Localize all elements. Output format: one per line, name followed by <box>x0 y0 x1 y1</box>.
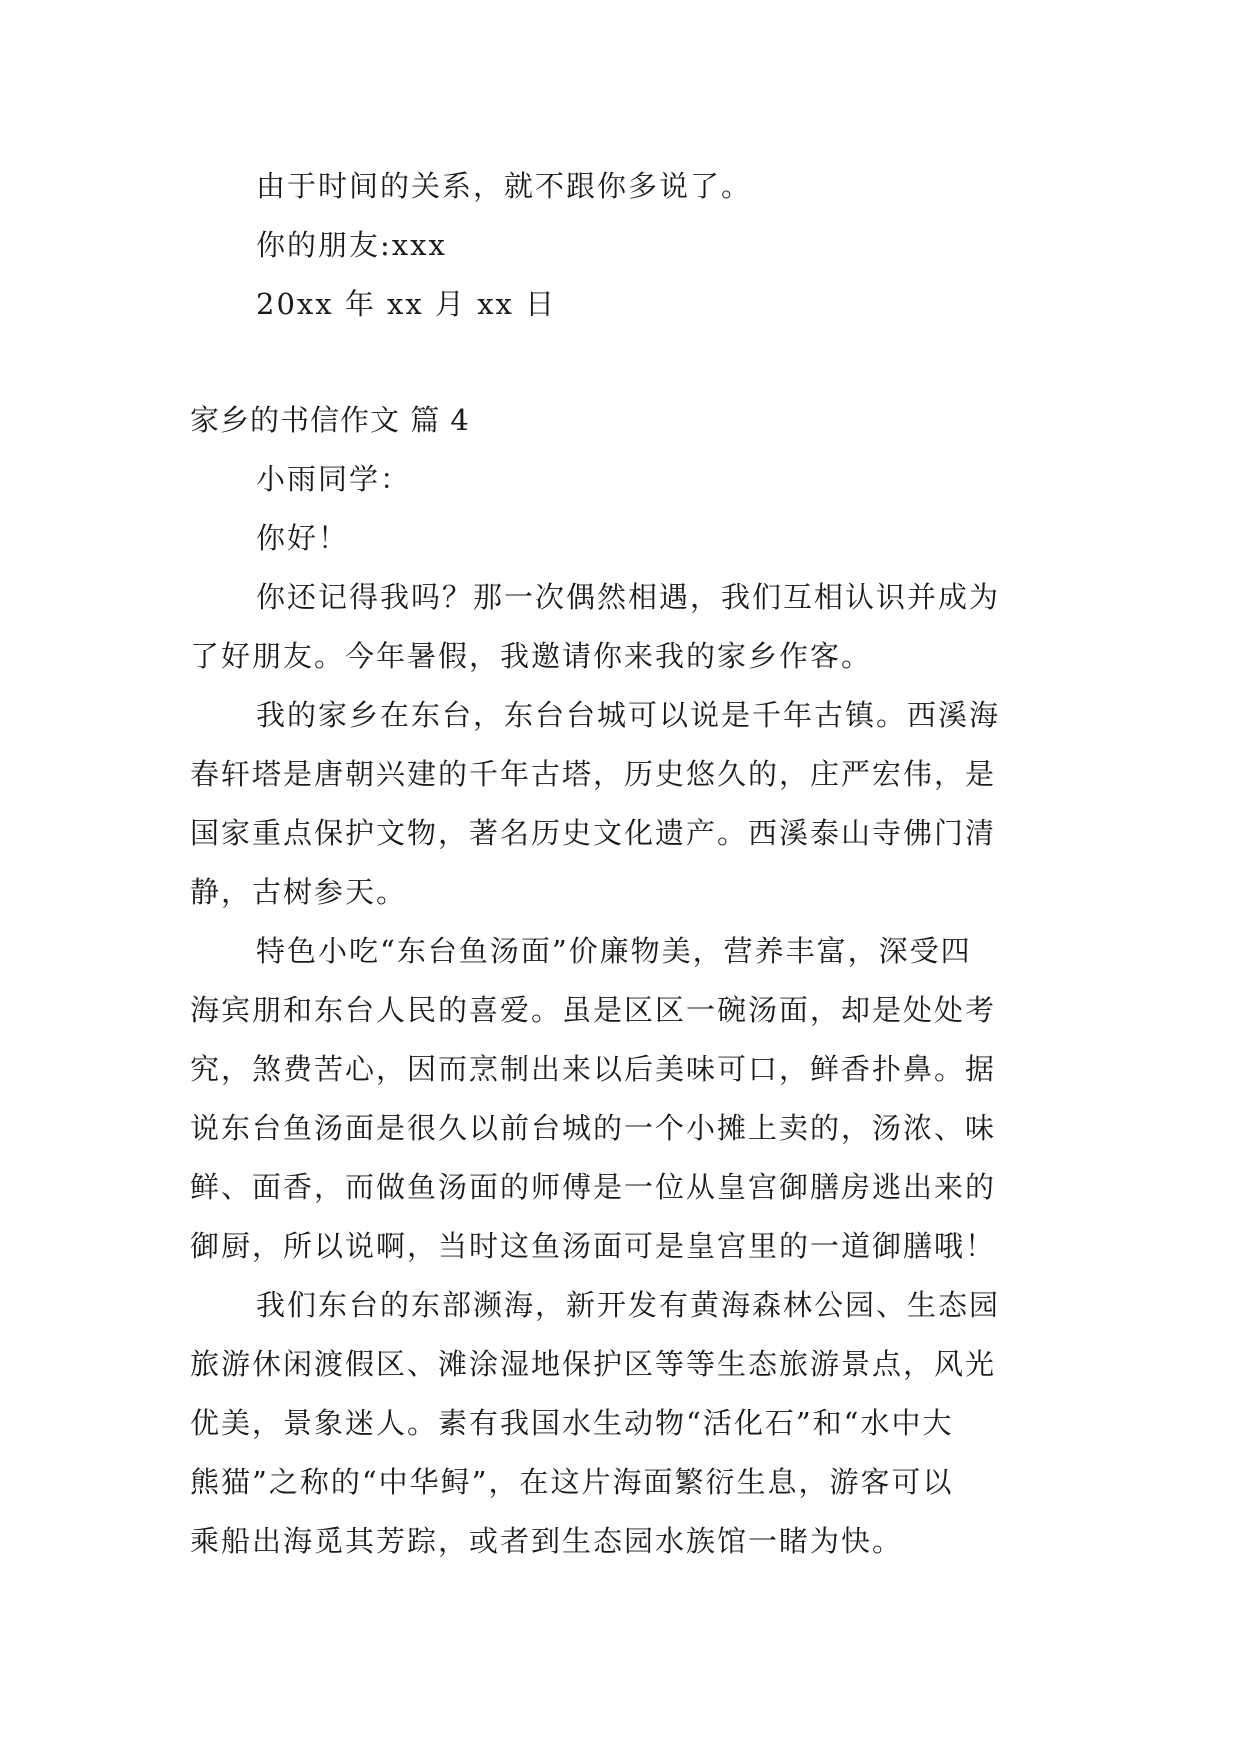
paragraph-line: 鲜、面香，而做鱼汤面的师傅是一位从皇宫御膳房逃出来的 <box>190 1170 997 1204</box>
paragraph-line: 春轩塔是唐朝兴建的千年古塔，历史悠久的，庄严宏伟，是 <box>190 757 997 791</box>
paragraph-line: 究，煞费苦心，因而烹制出来以后美味可口，鲜香扑鼻。据 <box>190 1052 997 1086</box>
paragraph-line: 国家重点保护文物，著名历史文化遗产。西溪泰山寺佛门清 <box>190 816 997 850</box>
paragraph-line: 乘船出海觅其芳踪，或者到生态园水族馆一睹为快。 <box>190 1524 904 1558</box>
paragraph-line: 特色小吃“东台鱼汤面”价廉物美，营养丰富，深受四 <box>256 934 972 968</box>
paragraph-line: 优美，景象迷人。素有我国水生动物“活化石”和“水中大 <box>190 1406 954 1440</box>
paragraph-line: 我的家乡在东台，东台台城可以说是千年古镇。西溪海 <box>256 698 1001 732</box>
signature: 你的朋友:xxx <box>256 228 447 262</box>
paragraph-line: 海宾朋和东台人民的喜爱。虽是区区一碗汤面，却是处处考 <box>190 993 997 1027</box>
paragraph-line: 御厨，所以说啊，当时这鱼汤面可是皇宫里的一道御膳哦！ <box>190 1229 997 1263</box>
paragraph-line: 你还记得我吗？那一次偶然相遇，我们互相认识并成为 <box>256 580 1001 614</box>
date-line: 20xx 年 xx 月 xx 日 <box>256 287 557 321</box>
salutation: 小雨同学： <box>256 462 412 496</box>
paragraph-line: 熊猫”之称的“中华鲟”，在这片海面繁衍生息，游客可以 <box>190 1465 954 1499</box>
paragraph-line: 了好朋友。今年暑假，我邀请你来我的家乡作客。 <box>190 639 873 673</box>
paragraph-line: 说东台鱼汤面是很久以前台城的一个小摊上卖的，汤浓、味 <box>190 1111 997 1145</box>
greeting: 你好！ <box>256 521 350 555</box>
section-title: 家乡的书信作文 篇 4 <box>190 403 470 437</box>
closing-line: 由于时间的关系，就不跟你多说了。 <box>256 169 753 203</box>
paragraph-line: 静，古树参天。 <box>190 875 408 909</box>
paragraph-line: 我们东台的东部濒海，新开发有黄海森林公园、生态园 <box>256 1288 1001 1322</box>
paragraph-line: 旅游休闲渡假区、滩涂湿地保护区等等生态旅游景点，风光 <box>190 1347 997 1381</box>
